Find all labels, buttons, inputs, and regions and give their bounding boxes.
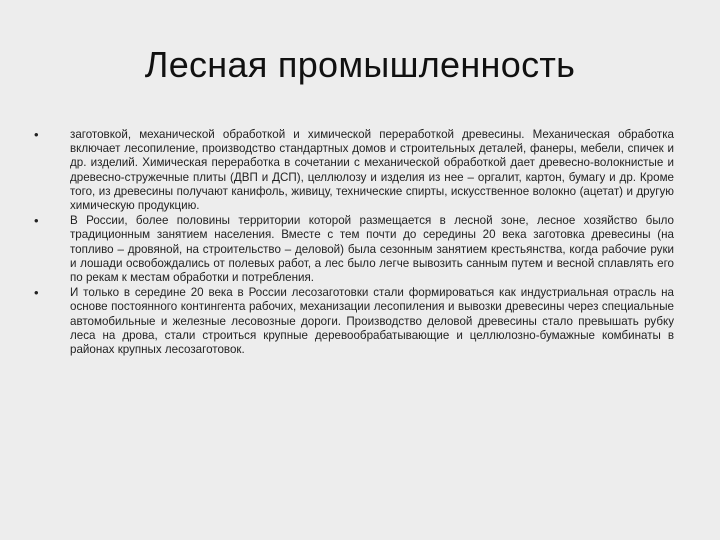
list-item xyxy=(34,128,674,213)
list-item xyxy=(34,214,674,285)
list-item-text: В России, более половины территории которой размещается в лесной зоне, лесное хозяйство было традиционным занятием населения. Вместе с тем почти до середины 20 века заготовка древесины (на топливо – дровяной, на строительство – деловой) была сезонным занятием крестьянства, когда рабочие руки и лошади освобождались от полевых работ, а лес было легче вывозить санным путем и весной сплавлять его по рекам к местам обработки и потребления. xyxy=(70,214,674,285)
list-item xyxy=(34,286,674,357)
bullet-list xyxy=(34,128,674,358)
bullet-icon: • xyxy=(34,285,39,301)
list-item-text: заготовкой, механической обработкой и химической переработкой древесины. Механическая обработка включает лесопиление, производство стандартных домов и строительных деталей, фанеры, мебели, спичек и др. изделий. Химическая переработка в сочетании с механической обработкой дает древесно-волокнистые и древесно-стружечные плиты (ДВП и ДСП), целлюлозу и изделия из нее – оргалит, картон, бумагу и др. Кроме того, из древесины получают канифоль, живицу, технические спирты, искусственное волокно (ацетат) и другую химическую продукцию. xyxy=(70,128,674,213)
bullet-icon: • xyxy=(34,127,39,142)
list-item-text: И только в середине 20 века в России лесозаготовки стали формироваться как индустриальная отрасль на основе постоянного контингента рабочих, механизации лесопиления и вывозки древесины через специальные автомобильные и железные лесовозные дороги. Производство деловой древесины стало превышать рубку леса на дрова, стали строиться крупные деревообрабатывающие и целлюлозно-бумажные комбинаты в районах крупных лесозаготовок. xyxy=(70,286,674,357)
bullet-icon: • xyxy=(34,213,39,229)
slide-title: Лесная промышленность xyxy=(144,44,576,85)
